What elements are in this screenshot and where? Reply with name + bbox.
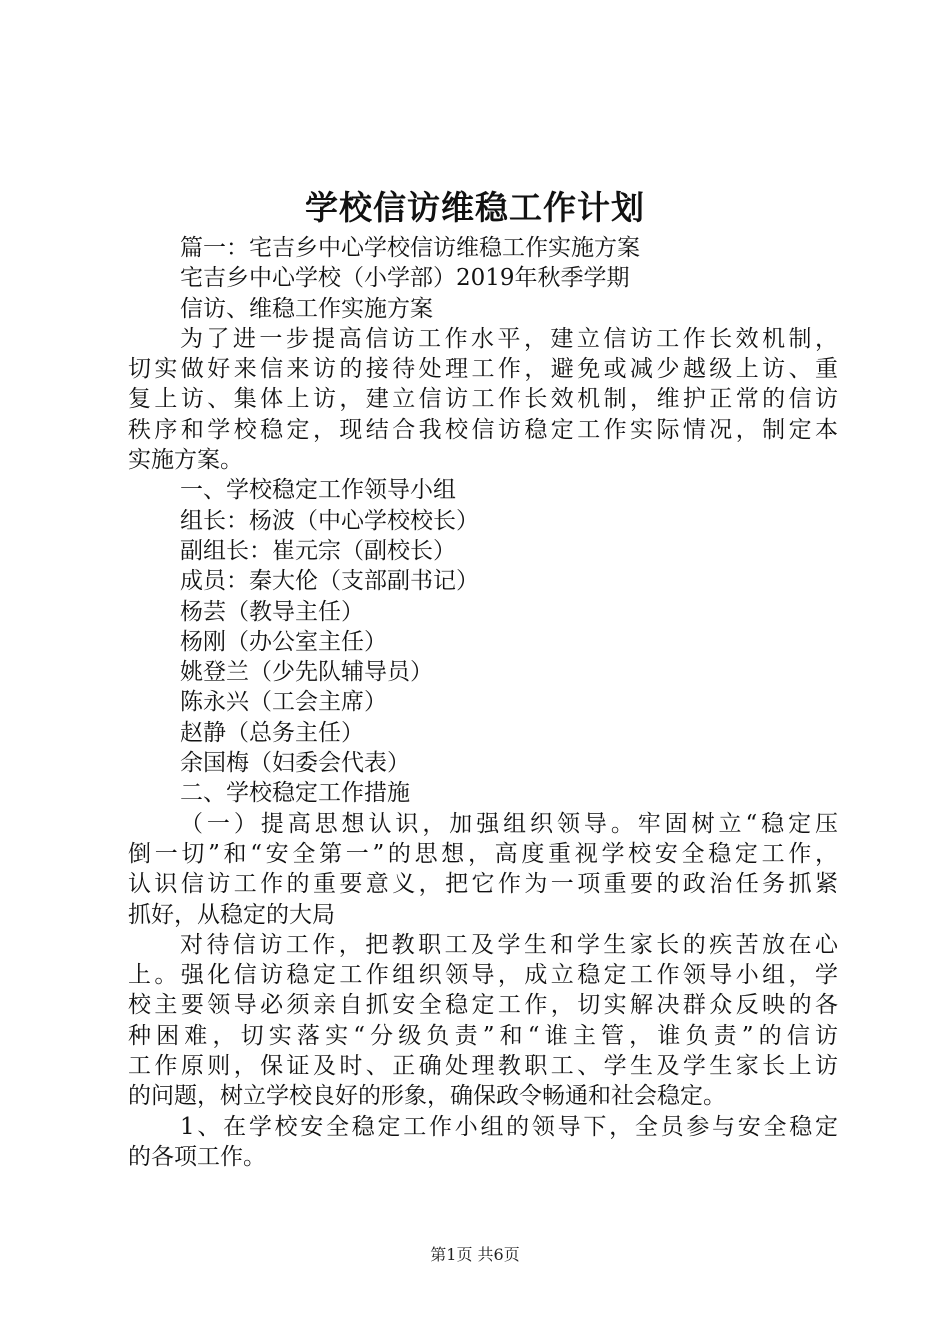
paragraph-line: 上。强化信访稳定工作组织领导，成立稳定工作领导小组，学 xyxy=(128,962,838,989)
member-line: 成员：秦大伦（支部副书记） xyxy=(180,568,479,595)
member-line: 姚登兰（少先队辅导员） xyxy=(180,659,433,686)
paragraph-line: 对待信访工作，把教职工及学生和学生家长的疾苦放在心 xyxy=(180,931,838,958)
paragraph-line: 的各项工作。 xyxy=(128,1143,266,1170)
member-line: 余国梅（妇委会代表） xyxy=(180,750,410,777)
paragraph-line: 校主要领导必须亲自抓安全稳定工作，切实解决群众反映的各 xyxy=(128,992,838,1019)
paragraph-line: 切实做好来信来访的接待处理工作，避免或减少越级上访、重 xyxy=(128,356,838,383)
paragraph-line: 工作原则，保证及时、正确处理教职工、学生及学生家长上访 xyxy=(128,1053,838,1080)
section-heading: 二、学校稳定工作措施 xyxy=(180,780,410,807)
paragraph-line: 为了进一步提高信访工作水平，建立信访工作长效机制， xyxy=(180,325,838,352)
member-line: 副组长：崔元宗（副校长） xyxy=(180,537,456,564)
paragraph-line: 的问题，树立学校良好的形象，确保政令畅通和社会稳定。 xyxy=(128,1083,726,1110)
paragraph-line: 实施方案。 xyxy=(128,447,243,474)
paragraph-line: 认识信访工作的重要意义，把它作为一项重要的政治任务抓紧 xyxy=(128,871,838,898)
member-line: 杨芸（教导主任） xyxy=(180,598,364,625)
member-line: 赵静（总务主任） xyxy=(180,719,364,746)
document-title: 学校信访维稳工作计划 xyxy=(305,188,645,227)
member-line: 杨刚（办公室主任） xyxy=(180,628,387,655)
paragraph-line: 秩序和学校稳定，现结合我校信访稳定工作实际情况，制定本 xyxy=(128,416,838,443)
section-heading: 篇一：宅吉乡中心学校信访维稳工作实施方案 xyxy=(180,235,640,261)
member-line: 陈永兴（工会主席） xyxy=(180,689,387,716)
paragraph-line: 倒一切”和“安全第一”的思想，高度重视学校安全稳定工作， xyxy=(128,840,838,867)
paragraph-line: 抓好，从稳定的大局 xyxy=(128,901,335,928)
text-line: 宅吉乡中心学校（小学部）2019年秋季学期 xyxy=(180,265,630,292)
section-heading: 一、学校稳定工作领导小组 xyxy=(180,477,456,504)
paragraph-line: 复上访、集体上访，建立信访工作长效机制，维护正常的信访 xyxy=(128,386,838,413)
paragraph-line: 1、在学校安全稳定工作小组的领导下，全员参与安全稳定 xyxy=(180,1113,838,1140)
paragraph-line: （一）提高思想认识，加强组织领导。牢固树立“稳定压 xyxy=(180,810,838,837)
member-line: 组长：杨波（中心学校校长） xyxy=(180,507,479,534)
document-body xyxy=(128,233,838,1172)
page-number-footer: 第1页 共6页 xyxy=(430,1245,520,1264)
paragraph-line: 种困难，切实落实“分级负责”和“谁主管，谁负责”的信访 xyxy=(128,1022,838,1049)
text-line: 信访、维稳工作实施方案 xyxy=(180,295,433,322)
